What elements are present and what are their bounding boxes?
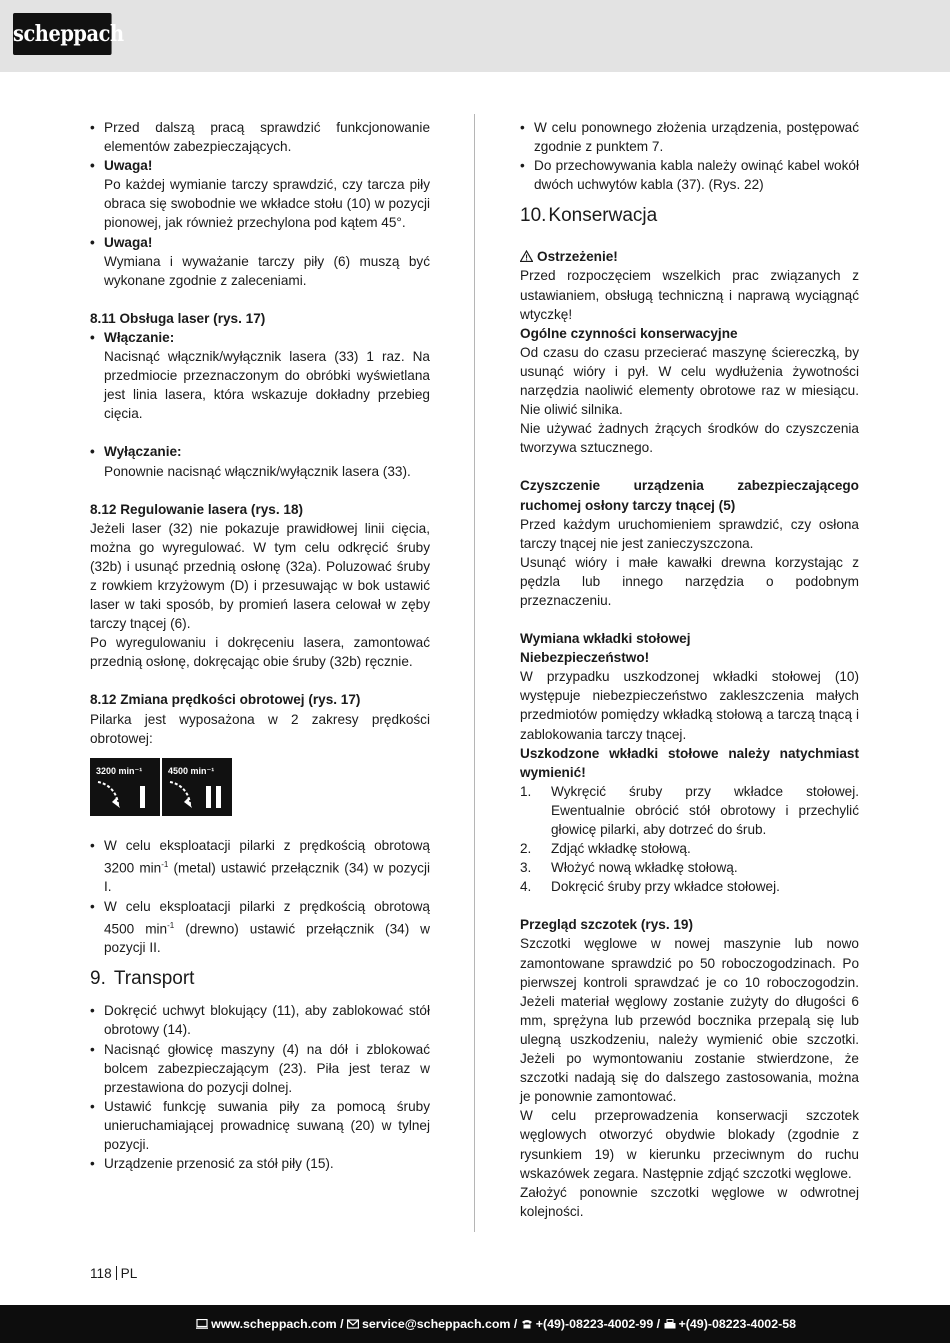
subheading: Czyszczenie urządzenia zabezpieczającego ruchomej osłony tarczy tnącej (5) [520,478,859,513]
bullet-item: • Dokręcić uchwyt blokujący (11), aby zablokować stół obrotowy (14). [90,1001,430,1039]
bullet-item: • Ustawić funkcję suwania piły za pomocą śruby unieruchamiającej prowadnicę suwaną (20) w tylnej pozycji. [90,1097,430,1154]
paragraph: Po wyregulowaniu i dokręceniu lasera, zamontować przednią osłonę, dokręcając obie śruby (32b) ręcznie. [90,635,430,670]
paragraph: W celu przeprowadzenia konserwacji szczotek węglowych otworzyć obydwie blokady (zgodnie z rysunkiem 19) w kierunku przeciwnym do ruchu wskazówek zegara. Następnie zdjąć szczotki węglowe. [520,1108,859,1181]
warning-heading: • Uwaga! [90,156,430,175]
paragraph: Przed rozpoczęciem wszelkich prac związanych z ustawianiem, obsługą techniczną i naprawą wyciągnąć wtyczkę! [520,268,859,322]
mail-icon [347,1319,359,1329]
bullet-item: • Przed dalszą pracą sprawdzić funkcjonowanie elementów zabezpieczających. [90,118,430,156]
scheppach-logo: scheppach [13,13,112,55]
speed-selector-figure [90,758,232,816]
paragraph: Od czasu do czasu przecierać maszynę ściereczką, by usunąć wióry i pył. W celu wydłużenia żywotności narzędzia naoliwić elementy obrotowe raz w miesiącu. Nie oliwić silnika. [520,344,859,418]
speed-label-4500: 4500 min⁻¹ [168,765,215,776]
bullet-item: • Urządzenie przenosić za stół piły (15). [90,1154,430,1173]
section-heading-10: 10. Konserwacja [520,205,658,227]
bold-notice: Uszkodzone wkładki stołowe należy natychmiast wymienić! [520,745,859,780]
warning-text: Wymiana i wyważanie tarczy piły (6) muszą być wykonane zgodnie z zaleceniami. [104,253,430,288]
bullet-item: • Do przechowywania kabla należy owinąć kabel wokół dwóch uchwytów kabla (37). (Rys. 22) [520,156,859,194]
list-item: 3. Włożyć nową wkładkę stołową. [520,860,738,876]
section-heading-8-12-speed: 8.12 Zmiana prędkości obrotowej (rys. 17) [90,692,361,708]
header-bar [0,0,950,72]
column-divider [474,114,475,1232]
right-column [520,118,859,1221]
list-item: 4. Dokręcić śruby przy wkładce stołowej. [520,879,780,895]
fax-icon [664,1319,676,1329]
footer-fax: +(49)-08223-4002-58 [678,1317,796,1331]
bullet-item: • W celu ponownego złożenia urządzenia, postępować zgodnie z punktem 7. [520,118,859,156]
laser-off-text: Ponownie nacisnąć włącznik/wyłącznik lasera (33). [104,463,411,479]
bullet-item: • W celu eksploatacji pilarki z prędkością obrotową 4500 $\min^{-1}$ (drewno) ustawić przełącznik (34) w pozycji II. [90,897,430,958]
laser-on-heading: • Włączanie: [90,328,430,347]
warning-triangle-icon [520,250,533,262]
footer-phone: +(49)-08223-4002-99 [535,1317,654,1331]
paragraph: Nie używać żadnych żrących środków do czyszczenia tworzywa sztucznego. [520,421,859,456]
speed-label-3200: 3200 min⁻¹ [96,765,143,776]
left-column [90,118,430,1173]
laser-on-text: Nacisnąć włącznik/wyłącznik lasera (33) 1 raz. Na przedmiocie przeznaczonym do obróbki wyświetlana jest linia lasera, która wskazuje dokładny przebieg cięcia. [104,349,430,422]
list-item: 1. Wykręcić śruby przy wkładce stołowej. Ewentualnie obrócić stół obrotowy i przechylić głowicę pilarki, aby dotrzeć do śrub. [520,783,859,837]
subheading: Przegląd szczotek (rys. 19) [520,917,694,933]
paragraph: W przypadku uszkodzonej wkładki stołowej (10) występuje niebezpieczeństwo zakleszczenia małych przedmiotów pomiędzy wkładką stołową a tarczą tnącą i zablokowania tarczy tnącej. [520,669,859,742]
section-heading-8-11: 8.11 Obsługa laser (rys. 17) [90,310,266,326]
warning-heading: Ostrzeżenie! [520,247,859,266]
section-heading-9: 9. Transport [90,968,195,990]
warning-heading: • Uwaga! [90,233,430,252]
speed-tile-3200 [90,758,160,816]
subheading: Wymiana wkładki stołowej [520,631,691,647]
danger-heading: Niebezpieczeństwo! [520,650,650,666]
subheading: Ogólne czynności konserwacyjne [520,325,738,341]
paragraph: Założyć ponownie szczotki węglowe w odwrotnej kolejności. [520,1184,859,1219]
bullet-item: • W celu eksploatacji pilarki z prędkością obrotową 3200 $\min^{-1}$ (metal) ustawić przełącznik (34) w pozycji I. [90,836,430,897]
paragraph: Usunąć wióry i małe kawałki drewna korzystając z pędzla lub innego narzędzia o podobnym przeznaczeniu. [520,554,859,608]
footer-bar: www.scheppach.com / service@scheppach.com / +(49)-08223-4002-99 / +(49)-08223-4002-58 [0,1305,950,1343]
page-number: 118 PL [90,1266,138,1281]
section-heading-8-12-laser: 8.12 Regulowanie lasera (rys. 18) [90,501,304,517]
paragraph: Jeżeli laser (32) nie pokazuje prawidłowej linii cięcia, można go wyregulować. W tym celu odkręcić śruby (32b) i usunąć przednią osłonę (32a). Poluzować śruby z rowkiem krzyżowym (D) i przesuwając w bok ustawić laser w taki sposób, by promień lasera celował w zęby tarczy tnącej (6). [90,520,430,632]
laser-off-heading: • Wyłączanie: [90,442,430,461]
phone-icon [521,1319,533,1329]
bullet-item: • Nacisnąć głowicę maszyny (4) na dół i zblokować bolcem zabezpieczającym (23). Piła jest teraz w przestawiona do pozycji dolnej. [90,1040,430,1097]
paragraph: Pilarka jest wyposażona w 2 zakresy prędkości obrotowej: [90,711,430,746]
footer-email[interactable]: service@scheppach.com [361,1317,511,1331]
paragraph: Szczotki węglowe w nowej maszynie lub nowo zamontowane sprawdzić po 50 roboczogodzinach. Po pierwszej kontroli sprawdzać je co 10 roboczogodzin. Jeżeli materiał węglowy zostanie zużyty do długości 6 mm, sprężyna lub przewód bocznika przepalą się lub ulegną uszkodzeniu, należy wymienić obie szczotki. Jeżeli po wymontowaniu zostanie stwierdzone, że szczotki nadają się do dalszego zastosowania, można je ponownie zamontować. [520,936,859,1105]
list-item: 2. Zdjąć wkładkę stołową. [520,841,691,857]
warning-text: Po każdej wymianie tarczy sprawdzić, czy tarcza piły obraca się swobodnie we wkładce stołu (10) w pozycji pionowej, jak również przechylona pod kątem 45°. [104,177,430,231]
footer-website[interactable]: www.scheppach.com [211,1317,337,1331]
computer-icon [196,1319,208,1329]
speed-tile-4500 [162,758,232,816]
paragraph: Przed każdym uruchomieniem sprawdzić, czy osłona tarczy tnącej nie jest zanieczyszczona. [520,516,859,551]
